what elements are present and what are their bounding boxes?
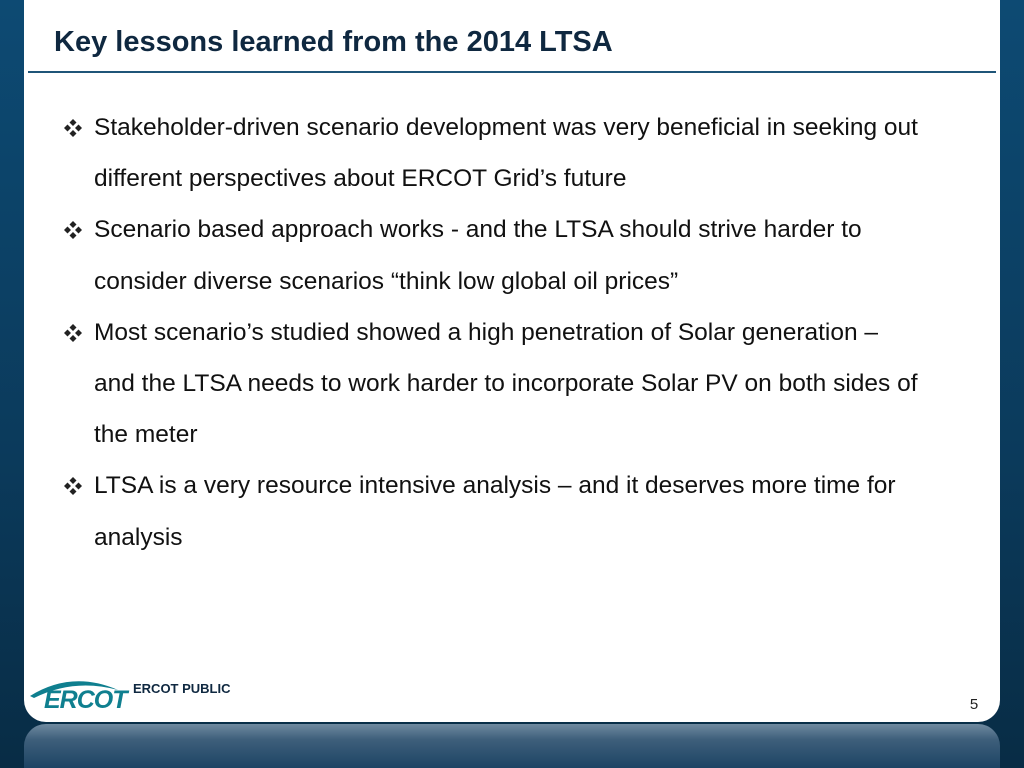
footer-label: ERCOT PUBLIC [133,681,231,696]
four-diamond-bullet-icon [62,102,88,153]
four-diamond-bullet-icon [62,204,88,255]
logo-wordmark: ERCOT [44,686,127,714]
page-number: 5 [969,696,979,713]
bullet-text: Most scenario’s studied showed a high penetration of Solar generation – and the LTSA needs to work harder to incorporate Solar PV on both sides of the meter [94,318,918,449]
bullet-item [62,460,922,562]
ercot-logo [28,676,127,716]
bullet-list [62,102,922,563]
slide-title: Key lessons learned from the 2014 LTSA [54,26,613,58]
title-divider [28,71,996,73]
bullet-text: LTSA is a very resource intensive analysis – and it deserves more time for analysis [94,472,896,551]
bullet-item [62,102,922,204]
footer-bar [24,724,1000,768]
bullet-item [62,204,922,306]
four-diamond-bullet-icon [62,307,88,358]
four-diamond-bullet-icon [62,460,88,511]
bullet-text: Scenario based approach works - and the LTSA should strive harder to consider diverse scenarios “think low global oil prices” [94,216,862,295]
bullet-text: Stakeholder-driven scenario development was very beneficial in seeking out different perspectives about ERCOT Grid’s future [94,114,918,193]
bullet-item [62,307,922,461]
